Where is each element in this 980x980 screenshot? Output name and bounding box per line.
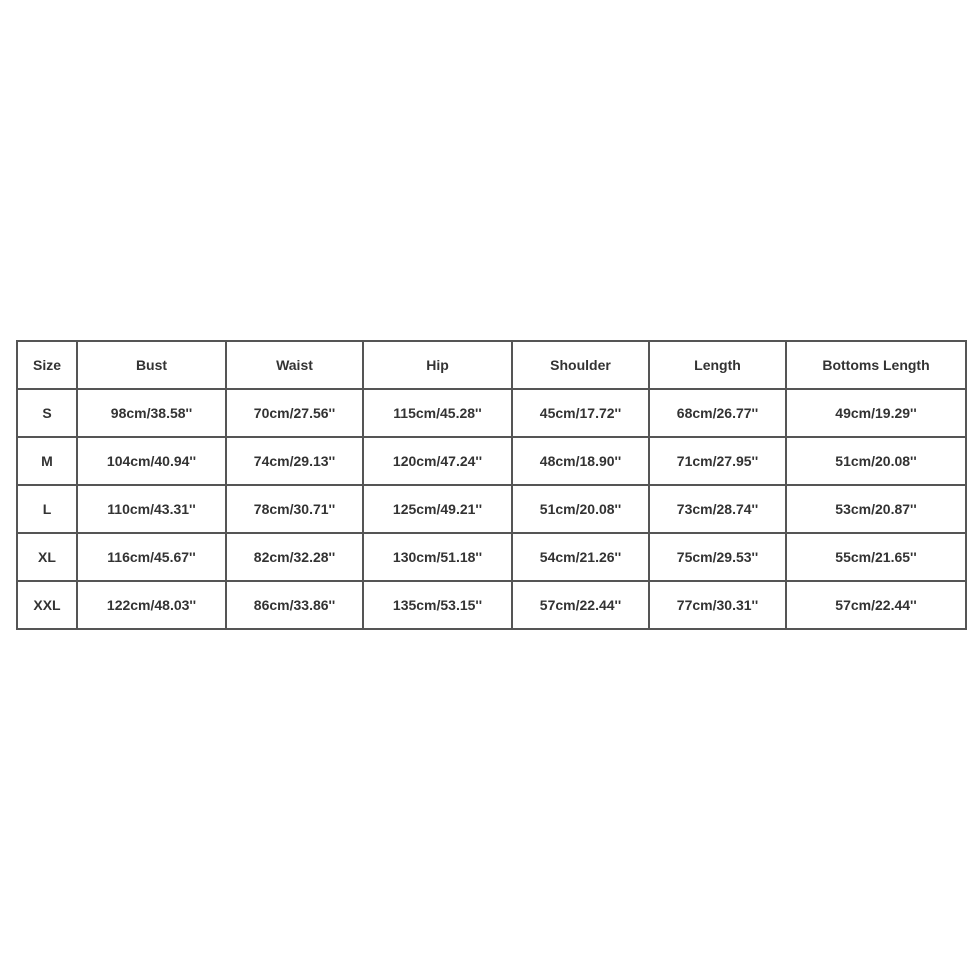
bust-cell: 110cm/43.31'' [77,485,226,533]
table-row [17,581,966,629]
length-cell: 77cm/30.31'' [649,581,786,629]
hip-cell: 115cm/45.28'' [363,389,512,437]
bust-cell: 122cm/48.03'' [77,581,226,629]
size-cell: S [17,389,77,437]
size-cell: L [17,485,77,533]
header-cell-bust: Bust [77,341,226,389]
header-cell-shoulder: Shoulder [512,341,649,389]
bottoms-length-cell: 55cm/21.65'' [786,533,966,581]
waist-cell: 74cm/29.13'' [226,437,363,485]
shoulder-cell: 54cm/21.26'' [512,533,649,581]
hip-cell: 135cm/53.15'' [363,581,512,629]
bust-cell: 104cm/40.94'' [77,437,226,485]
table-row [17,485,966,533]
size-cell: XL [17,533,77,581]
bottoms-length-cell: 49cm/19.29'' [786,389,966,437]
bottoms-length-cell: 51cm/20.08'' [786,437,966,485]
waist-cell: 82cm/32.28'' [226,533,363,581]
bust-cell: 98cm/38.58'' [77,389,226,437]
header-cell-bottoms-length: Bottoms Length [786,341,966,389]
hip-cell: 130cm/51.18'' [363,533,512,581]
length-cell: 68cm/26.77'' [649,389,786,437]
table-row [17,389,966,437]
header-cell-waist: Waist [226,341,363,389]
waist-cell: 70cm/27.56'' [226,389,363,437]
hip-cell: 125cm/49.21'' [363,485,512,533]
size-cell: XXL [17,581,77,629]
bottoms-length-cell: 57cm/22.44'' [786,581,966,629]
size-chart-table [16,340,967,630]
bottoms-length-cell: 53cm/20.87'' [786,485,966,533]
shoulder-cell: 51cm/20.08'' [512,485,649,533]
header-cell-size: Size [17,341,77,389]
table-row [17,437,966,485]
table-header-row [17,341,966,389]
waist-cell: 86cm/33.86'' [226,581,363,629]
bust-cell: 116cm/45.67'' [77,533,226,581]
length-cell: 73cm/28.74'' [649,485,786,533]
waist-cell: 78cm/30.71'' [226,485,363,533]
length-cell: 75cm/29.53'' [649,533,786,581]
shoulder-cell: 48cm/18.90'' [512,437,649,485]
table-row [17,533,966,581]
header-cell-length: Length [649,341,786,389]
length-cell: 71cm/27.95'' [649,437,786,485]
size-cell: M [17,437,77,485]
header-cell-hip: Hip [363,341,512,389]
shoulder-cell: 57cm/22.44'' [512,581,649,629]
shoulder-cell: 45cm/17.72'' [512,389,649,437]
hip-cell: 120cm/47.24'' [363,437,512,485]
